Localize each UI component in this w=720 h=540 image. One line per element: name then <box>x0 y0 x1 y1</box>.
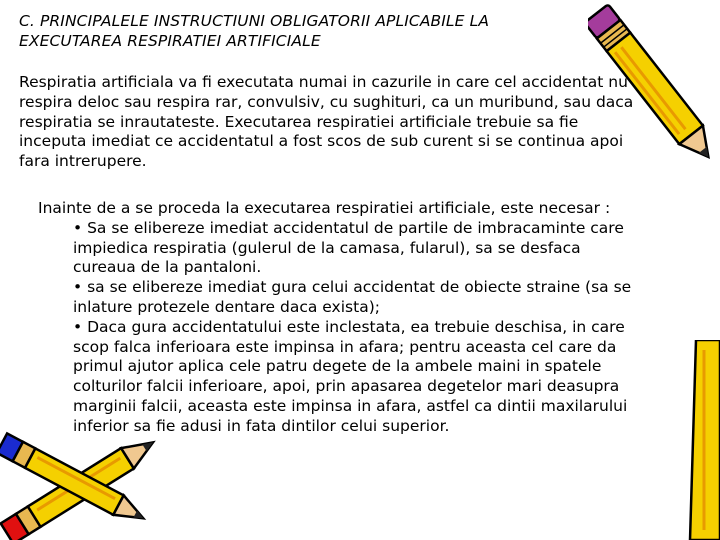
text-line: inferior sa fie adusi in fata dintilor celui superior. <box>73 416 450 435</box>
text-line: Respiratia artificiala va fi executata numai in cazurile in care cel accidentat nu <box>19 73 628 91</box>
text-line: • Daca gura accidentatului este inclestata, ea trebuie deschisa, in care <box>73 317 625 336</box>
intro-paragraph <box>19 73 687 172</box>
requirements-section <box>38 199 678 437</box>
text-line: marginii falcii, aceasta este impinsa in afara, astfel ca dintii maxilarului <box>73 396 628 415</box>
bullet-item <box>38 219 678 278</box>
text-line: scop falca inferioara este impinsa in afara; pentru aceasta cel care da <box>73 337 617 356</box>
text-line: inlature protezele dentare daca exista); <box>73 297 380 316</box>
text-line: • Sa se elibereze imediat accidentatul de partile de imbracaminte care <box>73 218 624 237</box>
pencil-icon <box>676 340 720 540</box>
text-line: respiratia se inrautateste. Executarea respiratiei artificiale trebuie sa fie <box>19 112 579 131</box>
text-line: colturilor falcii inferioare, apoi, prin apasarea degetelor mari deasupra <box>73 377 620 396</box>
text-line: fara intrerupere. <box>19 152 147 171</box>
text-line: respira deloc sau respira rar, convulsiv, cu sughituri, ca un muribund, sau daca <box>19 92 634 111</box>
bullet-item <box>38 318 678 437</box>
text-line: • sa se elibereze imediat gura celui accidentat de obiecte straine (sa se <box>73 278 632 297</box>
text-line: impiedica respiratia (gulerul de la camasa, fularul), sa se desfaca <box>73 238 581 257</box>
text-line: inceputa imediat ce accidentatul a fost scos de sub curent si se continua apoi <box>19 132 624 151</box>
text-line: primul ajutor aplica cele patru degete de la ambele maini in spatele <box>73 357 602 376</box>
lead-line: Inainte de a se proceda la executarea respiratiei artificiale, este necesar : <box>38 199 611 217</box>
page-title <box>19 11 579 51</box>
text-line: cureaua de la pantaloni. <box>73 258 262 277</box>
bullet-item <box>38 278 678 318</box>
title-line: C. PRINCIPALELE INSTRUCTIUNI OBLIGATORII APLICABILE LA <box>19 12 490 30</box>
title-line: EXECUTAREA RESPIRATIEI ARTIFICIALE <box>19 32 321 50</box>
